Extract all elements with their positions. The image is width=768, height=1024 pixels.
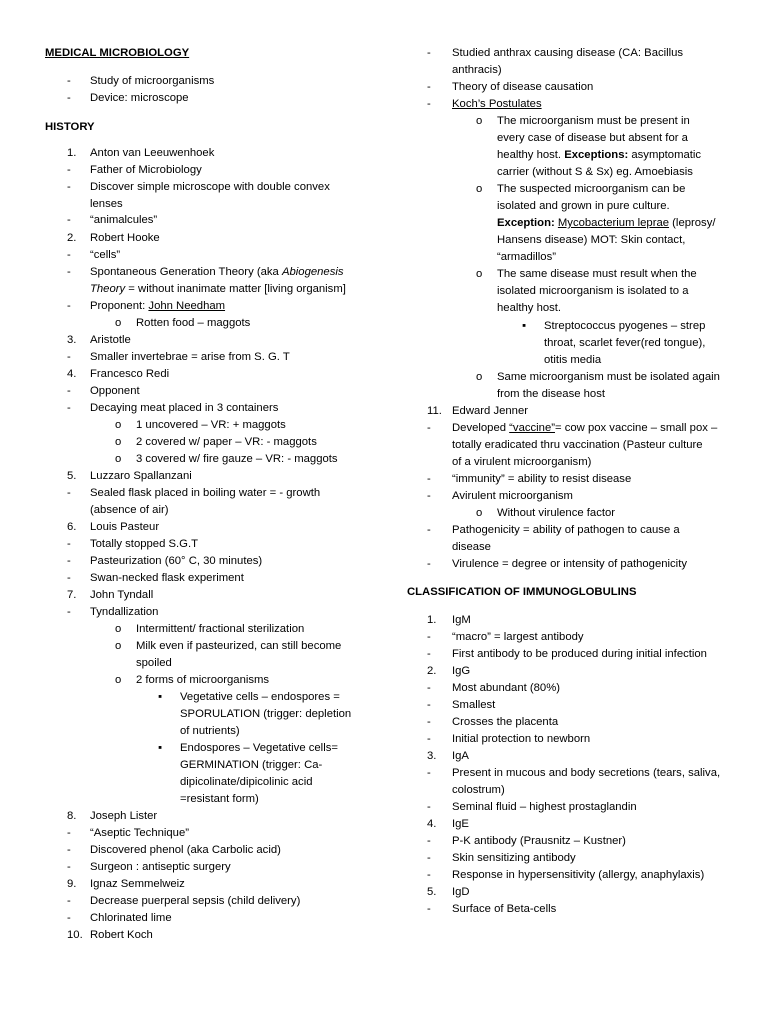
text-line: Most abundant (80%) [452, 682, 561, 694]
text-line: Louis Pasteur [90, 521, 160, 533]
text-line: Smallest [452, 699, 496, 711]
text-line: from the disease host [497, 388, 606, 400]
text-line: Developed “vaccine”= cow pox vaccine – small pox – [452, 422, 718, 434]
list-marker: 5. [67, 470, 77, 482]
text-line: Studied anthrax causing disease (CA: Bacillus [452, 47, 684, 59]
list-marker: - [427, 98, 431, 110]
list-marker: o [476, 371, 483, 383]
section-heading: CLASSIFICATION OF IMMUNOGLOBULINS [407, 586, 637, 598]
text-line: Robert Hooke [90, 232, 160, 244]
text-line: “armadillos” [497, 251, 557, 263]
text-line: Skin sensitizing antibody [452, 852, 576, 864]
list-marker: - [427, 733, 431, 745]
text-line: Aristotle [90, 334, 131, 346]
list-marker: 3. [427, 750, 437, 762]
text-line: The microorganism must be present in [497, 115, 690, 127]
list-marker: - [427, 422, 431, 434]
list-marker: - [427, 835, 431, 847]
text-line: Proponent: John Needham [90, 300, 226, 312]
text-line: isolated microorganism is isolated to a [497, 285, 689, 297]
list-marker: o [115, 453, 122, 465]
text-line: The same disease must result when the [497, 268, 697, 280]
list-marker: - [427, 801, 431, 813]
list-marker: - [67, 487, 71, 499]
list-marker: ▪ [158, 691, 163, 703]
text-line: “cells” [90, 249, 121, 261]
text-line: IgM [452, 614, 471, 626]
list-marker: - [427, 682, 431, 694]
text-line: IgG [452, 665, 471, 677]
list-marker: - [67, 402, 71, 414]
text-line: Theory = without inanimate matter [living organism] [90, 283, 346, 295]
text-line: Anton van Leeuwenhoek [90, 147, 215, 159]
list-marker: o [115, 623, 122, 635]
text-line: SPORULATION (trigger: depletion [180, 708, 352, 720]
text-line: Totally stopped S.G.T [90, 538, 198, 550]
text-line: “immunity” = ability to resist disease [452, 473, 632, 485]
list-marker: - [427, 852, 431, 864]
list-marker: - [67, 351, 71, 363]
text-line: IgD [452, 886, 470, 898]
text-line: “animalcules” [90, 214, 158, 226]
list-marker: - [67, 75, 71, 87]
text-line: lenses [90, 198, 123, 210]
text-line: dipicolinate/dipicolinic acid [180, 776, 313, 788]
text-line: Koch’s Postulates [452, 98, 542, 110]
text-line: Robert Koch [90, 929, 153, 941]
list-marker: ▪ [522, 320, 527, 332]
list-marker: - [427, 473, 431, 485]
text-line: Pathogenicity = ability of pathogen to cause a [452, 524, 680, 536]
list-marker: - [67, 827, 71, 839]
list-marker: 4. [67, 368, 77, 380]
text-line: Luzzaro Spallanzani [90, 470, 192, 482]
list-marker: - [67, 249, 71, 261]
text-line: “Aseptic Technique” [90, 827, 190, 839]
text-line: Intermittent/ fractional sterilization [136, 623, 305, 635]
text-line: Sealed flask placed in boiling water = - growth [90, 487, 321, 499]
text-line: of a virulent microorganism) [452, 456, 592, 468]
list-marker: 6. [67, 521, 77, 533]
list-marker: - [67, 92, 71, 104]
text-line: spoiled [136, 657, 172, 669]
list-marker: o [115, 436, 122, 448]
text-line: healthy host. [497, 302, 562, 314]
text-line: colostrum) [452, 784, 505, 796]
list-marker: o [115, 419, 122, 431]
list-marker: - [67, 538, 71, 550]
list-marker: - [67, 555, 71, 567]
text-line: Ignaz Semmelweiz [90, 878, 185, 890]
text-line: Pasteurization (60° C, 30 minutes) [90, 555, 263, 567]
text-line: GERMINATION (trigger: Ca- [180, 759, 323, 771]
list-marker: - [427, 767, 431, 779]
list-marker: ▪ [158, 742, 163, 754]
text-line: 2 covered w/ paper – VR: - maggots [136, 436, 317, 448]
list-marker: - [427, 903, 431, 915]
text-line: The suspected microorganism can be [497, 183, 686, 195]
list-marker: - [427, 648, 431, 660]
text-line: Spontaneous Generation Theory (aka Abiogenesis [90, 266, 344, 278]
text-line: carrier (without S & Sx) eg. Amoebiasis [497, 166, 693, 178]
list-marker: - [427, 490, 431, 502]
list-marker: o [476, 183, 483, 195]
text-line: Streptococcus pyogenes – strep [544, 320, 706, 332]
text-line: Francesco Redi [90, 368, 170, 380]
text-line: First antibody to be produced during initial infection [452, 648, 707, 660]
text-line: Response in hypersensitivity (allergy, anaphylaxis) [452, 869, 705, 881]
list-marker: - [67, 606, 71, 618]
text-line: Initial protection to newborn [452, 733, 591, 745]
text-line: Swan-necked flask experiment [90, 572, 244, 584]
text-line: Endospores – Vegetative cells= [180, 742, 338, 754]
text-line: Vegetative cells – endospores = [180, 691, 340, 703]
text-line: Crosses the placenta [452, 716, 559, 728]
list-marker: - [427, 869, 431, 881]
text-line: Exception: Mycobacterium leprae (leprosy/ [497, 217, 716, 229]
text-line: 2 forms of microorganisms [136, 674, 270, 686]
list-marker: o [476, 507, 483, 519]
list-marker: - [67, 895, 71, 907]
text-line: 3 covered w/ fire gauze – VR: - maggots [136, 453, 338, 465]
list-marker: 8. [67, 810, 77, 822]
text-line: Smaller invertebrae = arise from S. G. T [90, 351, 290, 363]
list-marker: o [476, 115, 483, 127]
list-marker: 9. [67, 878, 77, 890]
text-line: Present in mucous and body secretions (tears, saliva, [452, 767, 721, 779]
text-line: Chlorinated lime [90, 912, 172, 924]
text-line: “macro” = largest antibody [452, 631, 584, 643]
list-marker: 10. [67, 929, 83, 941]
text-line: healthy host. Exceptions: asymptomatic [497, 149, 702, 161]
text-line: John Tyndall [90, 589, 154, 601]
text-line: Edward Jenner [452, 405, 528, 417]
list-marker: - [67, 266, 71, 278]
text-line: =resistant form) [180, 793, 259, 805]
text-line: isolated and grown in pure culture. [497, 200, 670, 212]
text-line: Rotten food – maggots [136, 317, 251, 329]
list-marker: - [67, 300, 71, 312]
text-line: Discover simple microscope with double convex [90, 181, 330, 193]
list-marker: - [427, 47, 431, 59]
list-marker: - [67, 861, 71, 873]
text-line: anthracis) [452, 64, 502, 76]
section-heading: MEDICAL MICROBIOLOGY [45, 47, 190, 59]
text-line: Milk even if pasteurized, can still become [136, 640, 342, 652]
list-marker: 1. [67, 147, 77, 159]
text-line: (absence of air) [90, 504, 169, 516]
text-line: Virulence = degree or intensity of pathogenicity [452, 558, 687, 570]
list-marker: - [427, 716, 431, 728]
list-marker: o [476, 268, 483, 280]
text-line: Surgeon : antiseptic surgery [90, 861, 231, 873]
list-marker: 7. [67, 589, 77, 601]
text-line: Seminal fluid – highest prostaglandin [452, 801, 637, 813]
text-line: Surface of Beta-cells [452, 903, 557, 915]
text-line: IgA [452, 750, 469, 762]
list-marker: 1. [427, 614, 437, 626]
list-marker: - [67, 385, 71, 397]
list-marker: - [67, 181, 71, 193]
text-line: throat, scarlet fever(red tongue), [544, 337, 706, 349]
list-marker: o [115, 674, 122, 686]
text-line: Avirulent microorganism [452, 490, 573, 502]
text-line: Decrease puerperal sepsis (child delivery) [90, 895, 301, 907]
text-line: Opponent [90, 385, 140, 397]
list-marker: 5. [427, 886, 437, 898]
list-marker: 2. [427, 665, 437, 677]
text-line: Decaying meat placed in 3 containers [90, 402, 279, 414]
list-marker: - [67, 912, 71, 924]
text-line: Same microorganism must be isolated again [497, 371, 720, 383]
text-line: Discovered phenol (aka Carbolic acid) [90, 844, 281, 856]
list-marker: - [67, 572, 71, 584]
text-line: Study of microorganisms [90, 75, 215, 87]
list-marker: o [115, 640, 122, 652]
list-marker: 11. [427, 405, 442, 417]
list-marker: o [115, 317, 122, 329]
text-line: totally eradicated thru vaccination (Pasteur culture [452, 439, 703, 451]
text-line: of nutrients) [180, 725, 240, 737]
text-line: Joseph Lister [90, 810, 158, 822]
text-line: P-K antibody (Prausnitz – Kustner) [452, 835, 626, 847]
text-line: Father of Microbiology [90, 164, 202, 176]
list-marker: 2. [67, 232, 77, 244]
list-marker: - [427, 524, 431, 536]
text-line: every case of disease but absent for a [497, 132, 688, 144]
text-line: disease [452, 541, 491, 553]
list-marker: - [67, 844, 71, 856]
list-marker: 3. [67, 334, 77, 346]
text-line: Device: microscope [90, 92, 189, 104]
list-marker: - [427, 81, 431, 93]
text-line: Without virulence factor [497, 507, 616, 519]
section-heading: HISTORY [45, 121, 95, 133]
text-line: Hansens disease) MOT: Skin contact, [497, 234, 686, 246]
list-marker: - [67, 164, 71, 176]
text-line: 1 uncovered – VR: + maggots [136, 419, 286, 431]
text-line: Theory of disease causation [452, 81, 594, 93]
list-marker: - [67, 214, 71, 226]
list-marker: - [427, 558, 431, 570]
text-line: otitis media [544, 354, 602, 366]
text-line: IgE [452, 818, 469, 830]
list-marker: 4. [427, 818, 437, 830]
list-marker: - [427, 631, 431, 643]
list-marker: - [427, 699, 431, 711]
text-line: Tyndallization [90, 606, 159, 618]
